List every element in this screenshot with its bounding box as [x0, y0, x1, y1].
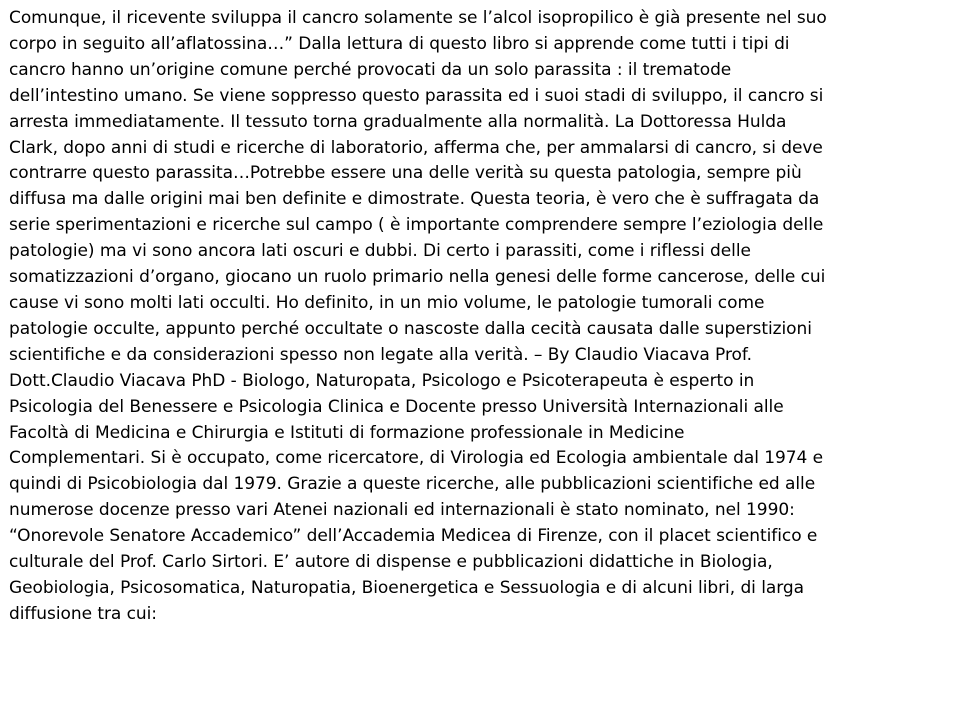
text-line: Complementari. Si è occupato, come ricercatore, di Virologia ed Ecologia ambientale dal 1974 e	[9, 448, 824, 469]
text-line: patologie occulte, appunto perché occultate o nascoste dalla cecità causata dalle superstizioni	[9, 318, 812, 339]
text-line: corpo in seguito all’aflatossina…” Dalla lettura di questo libro si apprende come tutti i tipi di	[9, 33, 790, 54]
document-body-text	[9, 6, 954, 628]
text-line: contrarre questo parassita…Potrebbe essere una delle verità su questa patologia, sempre più	[9, 163, 802, 184]
text-line: Clark, dopo anni di studi e ricerche di laboratorio, afferma che, per ammalarsi di cancro, si deve	[9, 137, 823, 158]
text-line: arresta immediatamente. Il tessuto torna gradualmente alla normalità. La Dottoressa Hulda	[9, 111, 787, 132]
text-line: Geobiologia, Psicosomatica, Naturopatia, Bioenergetica e Sessuologia e di alcuni libri, di larga	[9, 577, 804, 598]
text-line: “Onorevole Senatore Accademico” dell’Accademia Medicea di Firenze, con il placet scientifico e	[9, 526, 818, 547]
text-line: serie sperimentazioni e ricerche sul campo ( è importante comprendere sempre l’eziologia delle	[9, 215, 824, 236]
text-line: somatizzazioni d’organo, giocano un ruolo primario nella genesi delle forme cancerose, delle cui	[9, 267, 826, 288]
text-line: culturale del Prof. Carlo Sirtori. E’ autore di dispense e pubblicazioni didattiche in Biologia,	[9, 552, 773, 573]
text-line: cause vi sono molti lati occulti. Ho definito, in un mio volume, le patologie tumorali come	[9, 292, 765, 313]
text-line: Psicologia del Benessere e Psicologia Clinica e Docente presso Università Internazionali alle	[9, 396, 784, 417]
text-line: scientifiche e da considerazioni spesso non legate alla verità. – By Claudio Viacava Prof.	[9, 344, 752, 365]
text-line: dell’intestino umano. Se viene soppresso questo parassita ed i suoi stadi di sviluppo, il cancro si	[9, 85, 824, 106]
text-line: quindi di Psicobiologia dal 1979. Grazie a queste ricerche, alle pubblicazioni scientifiche ed alle	[9, 474, 816, 495]
text-line: Dott.Claudio Viacava PhD - Biologo, Naturopata, Psicologo e Psicoterapeuta è esperto in	[9, 370, 755, 391]
text-line: cancro hanno un’origine comune perché provocati da un solo parassita : il trematode	[9, 59, 732, 80]
text-line: diffusa ma dalle origini mai ben definite e dimostrate. Questa teoria, è vero che è suffragata da	[9, 189, 820, 210]
text-line: diffusione tra cui:	[9, 603, 157, 624]
text-line: Comunque, il ricevente sviluppa il cancro solamente se l’alcol isopropilico è già presente nel suo	[9, 8, 827, 28]
text-line: patologie) ma vi sono ancora lati oscuri e dubbi. Di certo i parassiti, come i riflessi delle	[9, 241, 751, 262]
text-line: numerose docenze presso vari Atenei nazionali ed internazionali è stato nominato, nel 1990:	[9, 500, 795, 521]
text-line: Facoltà di Medicina e Chirurgia e Istituti di formazione professionale in Medicine	[9, 422, 685, 443]
